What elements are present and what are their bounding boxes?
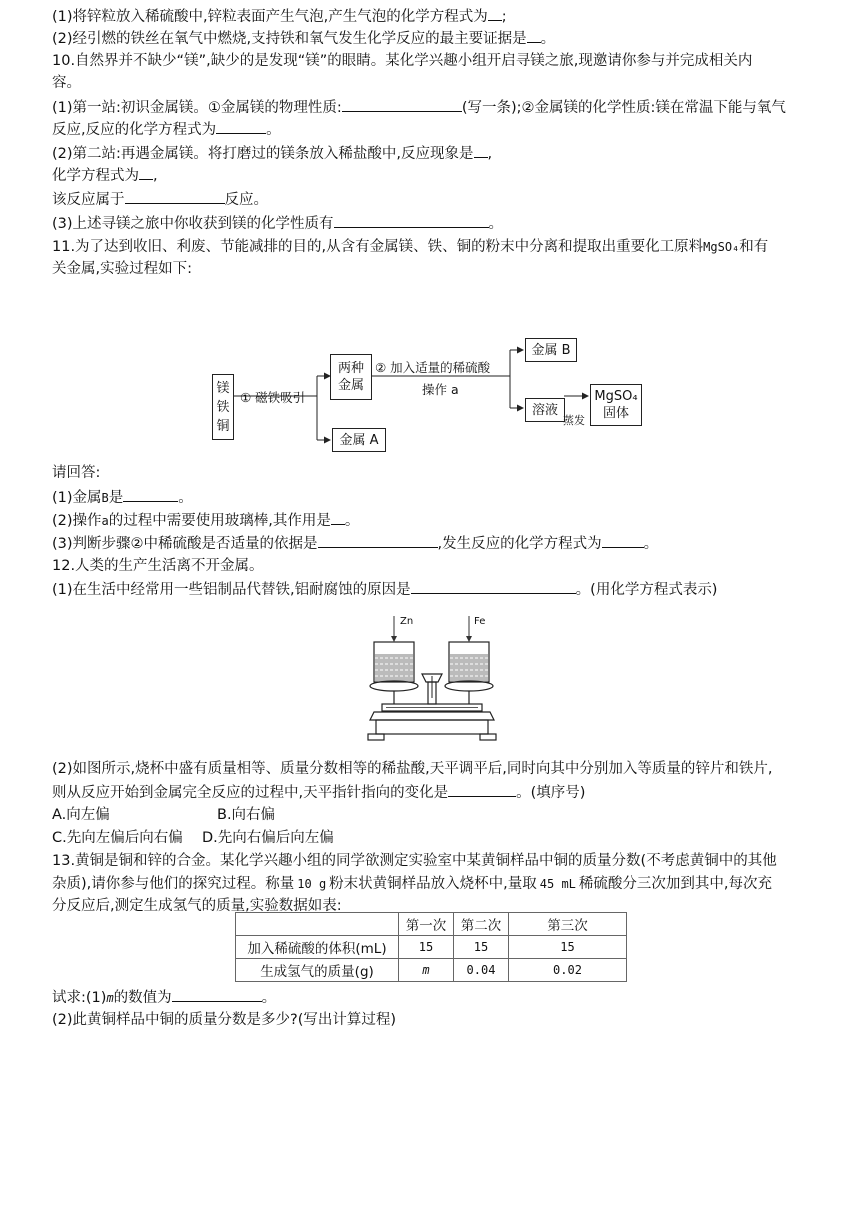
option-a: A.向左偏: [52, 807, 110, 823]
q11-part1: (1)金属B是 。: [52, 487, 193, 508]
metal-a-box: 金属 A: [332, 428, 386, 452]
answer-blank[interactable]: [448, 782, 516, 797]
table-header-cell: [236, 913, 399, 936]
q11-part3: (3)判断步骤②中稀硫酸是否适量的依据是 ,发生反应的化学方程式为 。: [52, 533, 658, 554]
answer-blank[interactable]: [527, 28, 541, 43]
two-metals-box: 两种 金属: [330, 354, 372, 400]
experiment-data-table: [235, 912, 627, 982]
zn-label: Zn: [400, 616, 414, 627]
q13-stem-cont2: 分反应后,测定生成氢气的质量,实验数据如表:: [52, 898, 342, 914]
balance-drawing: [366, 612, 506, 744]
table-header-row: [236, 913, 627, 936]
answer-blank[interactable]: [488, 6, 502, 21]
q10-part3: (3)上述寻镁之旅中你收获到镁的化学性质有 。: [52, 213, 503, 234]
q12-options-row2: [52, 828, 334, 848]
operation-a-label: 操作 a: [422, 382, 459, 397]
q10-stem: 10.自然界并不缺少“镁”,缺少的是发现“镁”的眼睛。某化学兴趣小组开启寻镁之旅,现邀请你参与并完成相关内: [52, 53, 753, 69]
q12-part1: (1)在生活中经常用一些铝制品代替铁,铝耐腐蚀的原因是 。(用化学方程式表示): [52, 579, 717, 600]
answer-blank[interactable]: [331, 510, 345, 525]
option-c: C.先向左偏后向右偏: [52, 830, 183, 846]
step1-label: ① 磁铁吸引: [240, 390, 306, 405]
q12-part2: (2)如图所示,烧杯中盛有质量相等、质量分数相等的稀盐酸,天平调平后,同时向其中分别加入等质量的锌片和铁片,: [52, 761, 773, 777]
answer-blank[interactable]: [474, 143, 488, 158]
q10-stem-cont: 容。: [52, 75, 81, 91]
q13-part1: 试求:(1)m的数值为 。: [52, 987, 276, 1008]
table-cell: 15: [454, 936, 509, 959]
q13-part2: (2)此黄铜样品中铜的质量分数是多少?(写出计算过程): [52, 1012, 397, 1028]
answer-blank[interactable]: [342, 97, 462, 112]
q11-stem: 11.为了达到收旧、利废、节能减排的目的,从含有金属镁、铁、铜的粉末中分离和提取出重要化工原料MgSO₄和有: [52, 239, 769, 255]
table-header-cell: 第二次: [454, 913, 509, 936]
q10-part1-cont: 反应,反应的化学方程式为 。: [52, 119, 281, 140]
q12-stem: 12.人类的生产生活离不开金属。: [52, 558, 264, 574]
table-cell: m: [399, 959, 454, 982]
answer-blank[interactable]: [216, 119, 266, 134]
table-cell: 生成氢气的质量(g): [236, 959, 399, 982]
table-header-cell: 第一次: [399, 913, 454, 936]
q13-stem-cont: 杂质),请你参与他们的探究过程。称量 10 g 粉末状黄铜样品放入烧杯中,量取 45 mL 稀硫酸分三次加到其中,每次充: [52, 876, 773, 892]
evaporate-label: 蒸发: [563, 414, 585, 427]
separation-flow-diagram: [160, 336, 640, 456]
option-b: B.向右偏: [217, 807, 276, 823]
metal-b-box: 金属 B: [525, 338, 577, 362]
solution-box: 溶液: [525, 398, 565, 422]
q10-part2: (2)第二站:再遇金属镁。将打磨过的镁条放入稀盐酸中,反应现象是 ,: [52, 143, 492, 164]
q11-stem-cont: 关金属,实验过程如下:: [52, 261, 192, 277]
q13-stem: 13.黄铜是铜和锌的合金。某化学兴趣小组的同学欲测定实验室中某黄铜样品中铜的质量分数(不考虑黄铜中的其他: [52, 853, 777, 869]
table-cell: 0.04: [454, 959, 509, 982]
table-cell: 0.02: [509, 959, 627, 982]
table-row: [236, 959, 627, 982]
balance-figure: [366, 612, 506, 744]
mgso4-solid-box: MgSO₄ 固体: [590, 384, 642, 426]
step2-label: ② 加入适量的稀硫酸: [375, 360, 491, 375]
q9-part1: (1)将锌粒放入稀硫酸中,锌粒表面产生气泡,产生气泡的化学方程式为 ;: [52, 6, 507, 27]
q10-part2-equation: 化学方程式为 ,: [52, 165, 158, 186]
answer-blank[interactable]: [334, 213, 489, 228]
q9-part2: (2)经引燃的铁丝在氧气中燃烧,支持铁和氧气发生化学反应的最主要证据是 。: [52, 28, 555, 49]
fe-label: Fe: [474, 616, 486, 627]
table-row: [236, 936, 627, 959]
q10-part1: (1)第一站:初识金属镁。①金属镁的物理性质: (写一条);②金属镁的化学性质:镁在常温下能与氧气: [52, 97, 786, 118]
answer-blank[interactable]: [411, 579, 576, 594]
table-cell: 15: [399, 936, 454, 959]
q12-part2-cont: 则从反应开始到金属完全反应的过程中,天平指针指向的变化是 。(填序号): [52, 782, 585, 803]
answer-blank[interactable]: [123, 487, 178, 502]
q11-part2: (2)操作a的过程中需要使用玻璃棒,其作用是 。: [52, 510, 359, 531]
answer-blank[interactable]: [139, 165, 153, 180]
mixed-powder-box: 镁 铁 铜: [212, 374, 234, 440]
answer-blank[interactable]: [318, 533, 438, 548]
q11-ask: 请回答:: [52, 465, 101, 481]
answer-blank[interactable]: [125, 189, 225, 204]
q10-part2-type: 该反应属于 反应。: [52, 189, 268, 210]
answer-blank[interactable]: [172, 987, 262, 1002]
answer-blank[interactable]: [602, 533, 644, 548]
table-header-cell: 第三次: [509, 913, 627, 936]
table-cell: 15: [509, 936, 627, 959]
table-cell: 加入稀硫酸的体积(mL): [236, 936, 399, 959]
option-d: D.先向右偏后向左偏: [202, 830, 334, 846]
q12-options-row1: [52, 805, 276, 825]
